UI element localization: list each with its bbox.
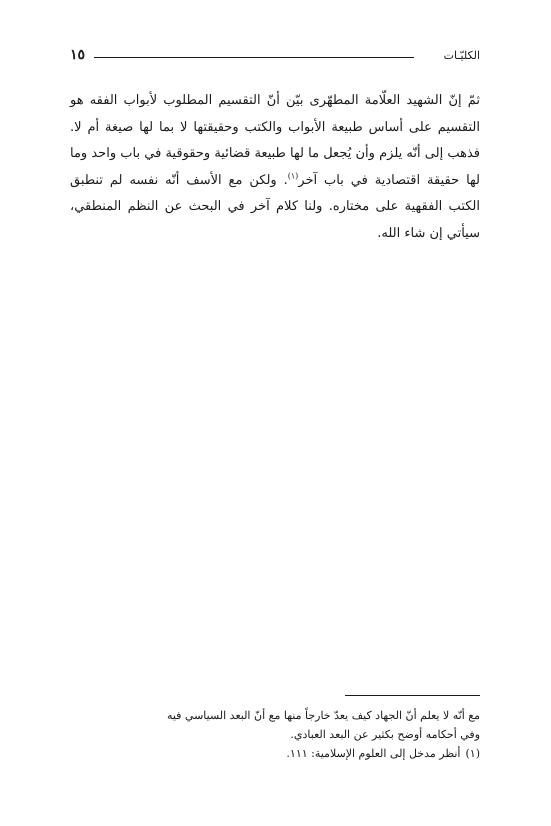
page-header xyxy=(70,46,480,68)
footnote-1-text: أنظر مدخل إلى العلوم الإسلامية: ١١١. xyxy=(286,747,461,760)
running-header-title: الكليّـات xyxy=(443,49,480,62)
footnote-reference-1: (١) xyxy=(287,171,299,181)
footnote-1-number: (١) xyxy=(465,747,480,760)
footnote-continuation-line-2: وفي أحكامه أوضح بكثير عن البعد العبادي. xyxy=(290,728,480,741)
header-rule xyxy=(94,57,414,58)
paragraph-text-part-1: ثمّ إنّ الشهيد العلّامة المطهّرى بيّن أنّ التقسيم المطلوب لأبواب الفقه هو التقسيم على أساس طبيعة الأبواب والكتب وحقيقتها لا بما لها صيغة أم لا. فذهب إلى أنّه يلزم وأن يُجعل ما لها طبيعة قضائية وحقوقية في باب واحد وما لها حقيقة اقتصادية في باب آخر xyxy=(70,93,480,188)
paragraph-text-part-2: . ولكن مع الأسف أنّه نفسه لم تنطبق الكتب الفقهية على مختاره. ولنا كلام آخر في البحث عن النظم المنطقي، سيأتي إن شاء الله. xyxy=(70,172,480,241)
page-number: ١٥ xyxy=(70,47,86,63)
footnote-separator xyxy=(345,695,480,696)
footnote-continuation-line-1: مع أنّه لا يعلم أنّ الجهاد كيف يعدّ خارجاً منها مع أنّ البعد السياسي فيه xyxy=(166,709,480,722)
main-paragraph xyxy=(70,88,480,247)
footnotes xyxy=(70,706,480,763)
footnote-1 xyxy=(70,744,480,763)
